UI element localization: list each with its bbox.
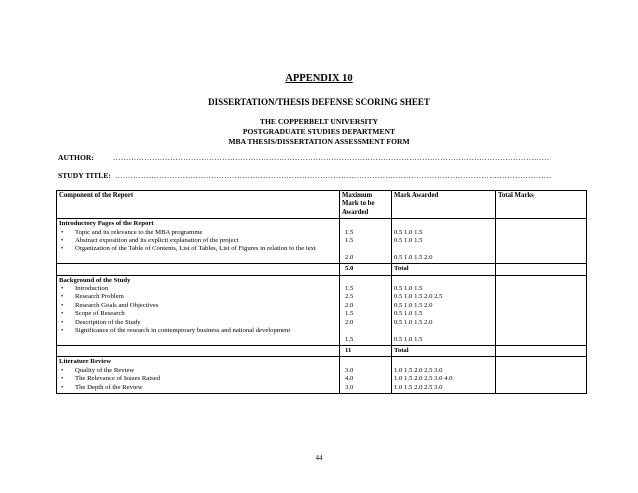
scoring-table [56,190,587,394]
mark-options: 0.5 1.0 1.5 [394,285,423,293]
list-item: • Scope of Research [59,310,337,318]
mark-options: 0.5 1.0 1.5 2.0 [394,301,433,309]
mark-options: 0.5 1.0 1.5 2.0 [394,253,433,261]
list-item: • Quality of the Review [59,367,337,375]
section-row-background [57,275,587,345]
study-title-label: STUDY TITLE: [58,171,111,180]
max-mark: 1.5 [345,228,354,236]
section-background-max [340,275,392,345]
university-name: THE COPPERBELT UNIVERSITY [259,117,379,126]
form-name: MBA THESIS/DISSERTATION ASSESSMENT FORM [228,137,410,146]
total-row-introductory [57,264,587,275]
list-item: • Research Problem [59,293,337,301]
list-item: • The Relevance of Issues Raised [59,375,337,383]
header-mark-awarded: Mark Awarded [392,191,496,219]
total-row-background [57,345,587,356]
mark-options: 1.0 1.5 2.0 2.5 3.0 [394,383,443,391]
mark-options: 0.5 1.0 1.5 [394,310,423,318]
max-mark: 4.0 [345,375,354,383]
mark-options: 0.5 1.0 1.5 2.0 [394,318,433,326]
list-item: • Significance of the research in contemporary business and national development [59,327,337,335]
mark-options: 1.0 1.5 2.0 2.5 3.0 [394,366,443,374]
max-mark: 1.5 [345,335,354,343]
list-item: • Abstract exposition and its explicit explanation of the project [59,237,337,245]
max-mark: 2.0 [345,318,354,326]
mark-options: 1.0 1.5 2.0 2.5 3.0 4.0 [394,375,453,383]
list-item: • Topic and its relevance to the MBA programme [59,229,337,237]
section-literature-total-cell [496,357,587,394]
section-row-literature [57,357,587,394]
page-number: 44 [315,454,323,462]
author-label: AUTHOR: [58,153,94,162]
section-literature-components [57,357,340,394]
scoring-sheet-title: DISSERTATION/THESIS DEFENSE SCORING SHEET [208,97,430,107]
list-item: • Introduction [59,285,337,293]
section-title: Introductory Pages of the Report [59,220,154,228]
max-mark: 3.0 [345,366,354,374]
max-mark: 2.0 [345,253,354,261]
section-literature-max [340,357,392,394]
section-introductory-max [340,219,392,264]
section-background-components [57,275,340,345]
section-title: Literature Review [59,358,112,366]
department-name: POSTGRADUATE STUDIES DEPARTMENT [242,127,396,136]
total-max-mark: 11 [340,345,392,356]
section-literature-marks [392,357,496,394]
header-total: Total Marks [496,191,587,219]
list-item: • Research Goals and Objectives [59,302,337,310]
total-label: Total [392,345,496,356]
section-title: Background of the Study [59,276,131,284]
section-background-marks [392,275,496,345]
max-mark: 1.5 [345,237,354,245]
header-max-mark: Maximum Mark to be Awarded [340,191,392,219]
header-component: Component of the Report [57,191,340,219]
list-item: • The Depth of the Review [59,384,337,392]
institution-header [0,117,638,147]
section-introductory-marks [392,219,496,264]
mark-options: 0.5 1.0 1.5 [394,228,423,236]
mark-options: 0.5 1.0 1.5 [394,237,423,245]
appendix-title: APPENDIX 10 [285,73,353,84]
study-title-field [58,171,586,180]
mark-options: 0.5 1.0 1.5 2.0 2.5 [394,293,443,301]
total-max-mark: 5.0 [340,264,392,275]
section-introductory-total-cell [496,219,587,264]
mark-options: 0.5 1.0 1.5 [394,335,423,343]
max-mark: 1.5 [345,285,354,293]
total-label: Total [392,264,496,275]
max-mark: 1.5 [345,310,354,318]
max-mark: 2.0 [345,301,354,309]
author-field [58,153,586,162]
section-background-total-cell [496,275,587,345]
max-mark: 3.0 [345,383,354,391]
table-header-row [57,191,587,219]
study-title-blank: …………………………………………………………………………………………………………………………………………………… [114,171,552,180]
section-row-introductory [57,219,587,264]
max-mark: 2.5 [345,293,354,301]
author-blank: …………………………………………………………………………………………………………………………………………………… [113,153,550,162]
list-item: • Description of the Study [59,319,337,327]
list-item: • Organization of the Table of Contents, List of Tables, List of Figures in relation to the text [59,245,337,253]
section-introductory-components [57,219,340,264]
